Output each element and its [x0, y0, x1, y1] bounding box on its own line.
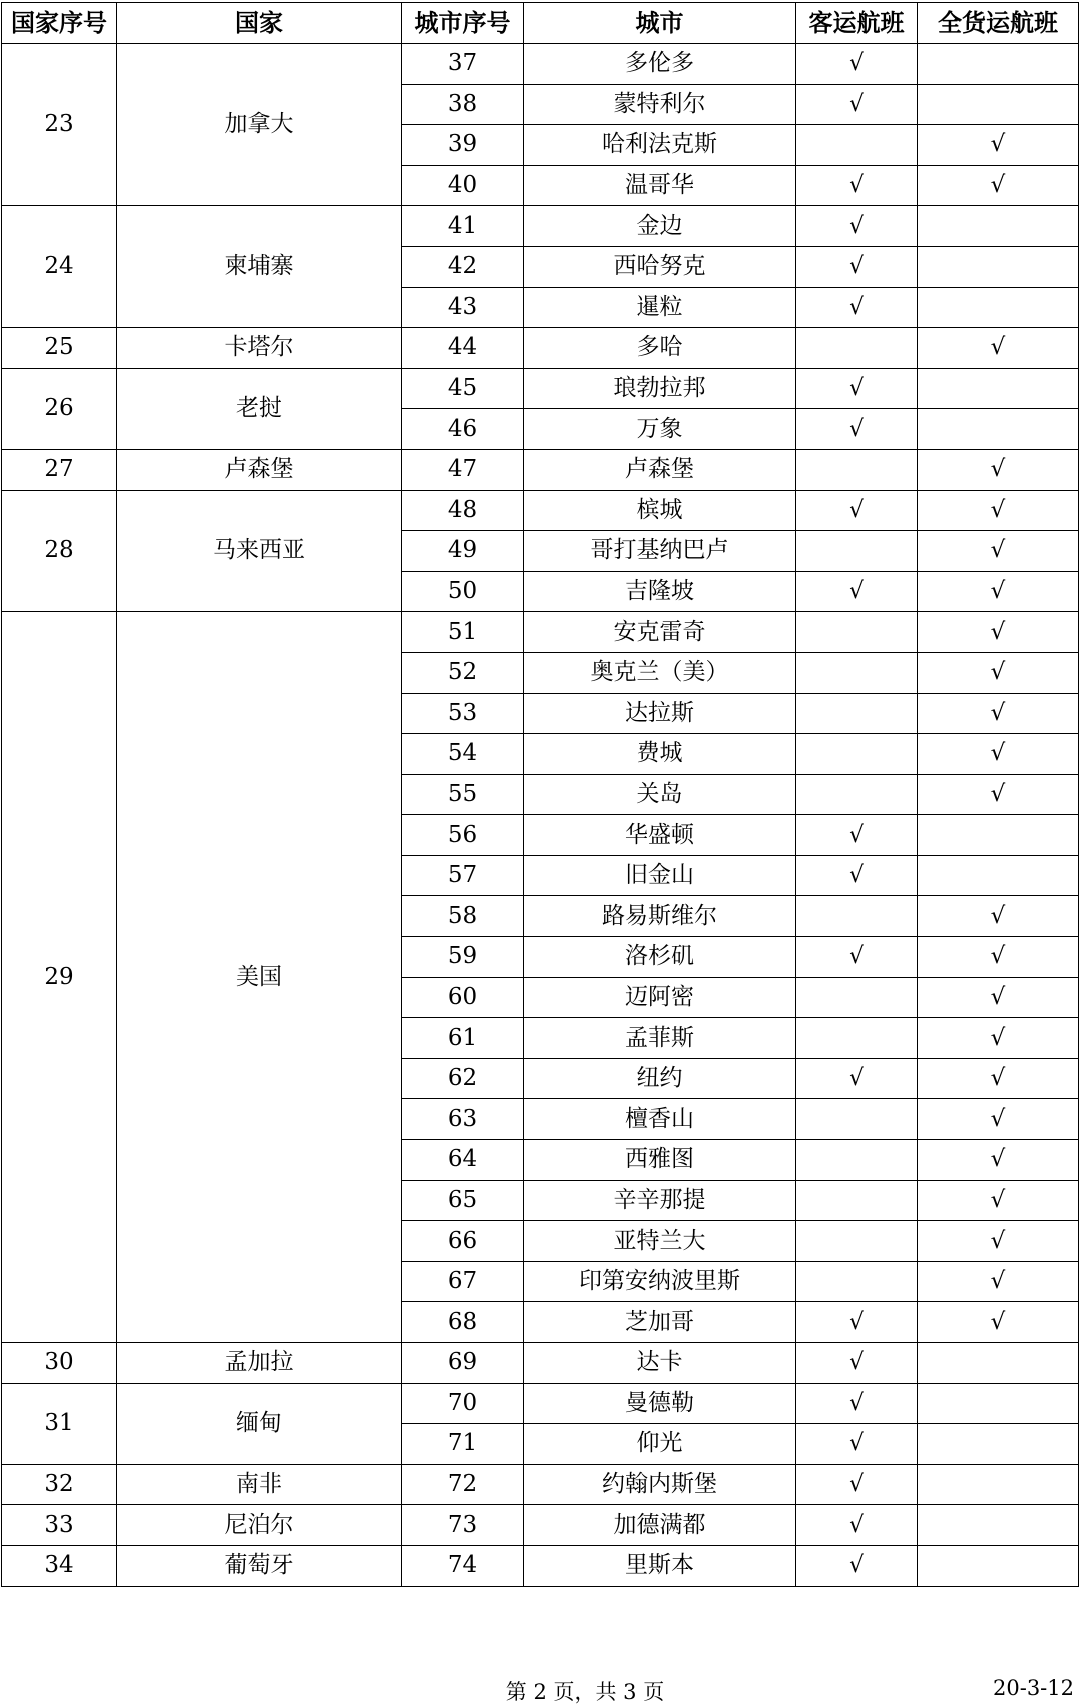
- city-cell: 西雅图: [524, 1140, 796, 1181]
- check-mark-icon: √: [990, 1065, 1006, 1092]
- city-cell: 约翰内斯堡: [524, 1464, 796, 1505]
- check-mark-icon: √: [849, 1065, 864, 1092]
- city-cell: 哥打基纳巴卢: [524, 531, 796, 572]
- passenger-flight-cell: [796, 774, 918, 815]
- city-cell: 多伦多: [524, 44, 796, 85]
- header-passenger: 客运航班: [796, 3, 918, 44]
- check-mark-icon: √: [990, 578, 1006, 605]
- city-cell: 洛杉矶: [524, 937, 796, 978]
- passenger-flight-cell: [796, 1099, 918, 1140]
- city-num-cell: 56: [402, 815, 524, 856]
- cargo-flight-cell: [918, 490, 1079, 531]
- check-mark-icon: √: [990, 1308, 1006, 1335]
- passenger-flight-cell: [796, 1464, 918, 1505]
- city-num-cell: 61: [402, 1018, 524, 1059]
- passenger-flight-cell: [796, 490, 918, 531]
- passenger-flight-cell: [796, 1302, 918, 1343]
- city-num-cell: 68: [402, 1302, 524, 1343]
- check-mark-icon: √: [990, 172, 1006, 199]
- table-row: [2, 612, 1079, 653]
- city-cell: 金边: [524, 206, 796, 247]
- country-num-cell: 31: [2, 1383, 117, 1464]
- city-num-cell: 39: [402, 125, 524, 166]
- city-num-cell: 51: [402, 612, 524, 653]
- city-num-cell: 63: [402, 1099, 524, 1140]
- check-mark-icon: √: [990, 740, 1006, 767]
- city-cell: 加德满都: [524, 1505, 796, 1546]
- cargo-flight-cell: [918, 896, 1079, 937]
- passenger-flight-cell: [796, 287, 918, 328]
- city-cell: 檀香山: [524, 1099, 796, 1140]
- table-row: [2, 368, 1079, 409]
- table-row: [2, 1464, 1079, 1505]
- check-mark-icon: √: [990, 699, 1006, 726]
- city-num-cell: 66: [402, 1221, 524, 1262]
- city-cell: 温哥华: [524, 165, 796, 206]
- passenger-flight-cell: [796, 815, 918, 856]
- city-cell: 关岛: [524, 774, 796, 815]
- header-country-num: 国家序号: [2, 3, 117, 44]
- city-cell: 琅勃拉邦: [524, 368, 796, 409]
- city-cell: 纽约: [524, 1058, 796, 1099]
- check-mark-icon: √: [849, 821, 864, 848]
- city-cell: 里斯本: [524, 1545, 796, 1586]
- table-row: [2, 1545, 1079, 1586]
- check-mark-icon: √: [990, 334, 1006, 361]
- city-num-cell: 71: [402, 1424, 524, 1465]
- country-num-cell: 23: [2, 44, 117, 206]
- city-num-cell: 52: [402, 652, 524, 693]
- check-mark-icon: √: [849, 50, 864, 77]
- passenger-flight-cell: [796, 1505, 918, 1546]
- city-cell: 奥克兰（美）: [524, 652, 796, 693]
- cargo-flight-cell: [918, 612, 1079, 653]
- check-mark-icon: √: [849, 1430, 864, 1457]
- cargo-flight-cell: [918, 1140, 1079, 1181]
- city-cell: 吉隆坡: [524, 571, 796, 612]
- passenger-flight-cell: [796, 734, 918, 775]
- city-num-cell: 65: [402, 1180, 524, 1221]
- country-num-cell: 29: [2, 612, 117, 1343]
- cargo-flight-cell: [918, 571, 1079, 612]
- passenger-flight-cell: [796, 1545, 918, 1586]
- country-cell: 尼泊尔: [117, 1505, 402, 1546]
- cargo-flight-cell: [918, 531, 1079, 572]
- city-num-cell: 42: [402, 246, 524, 287]
- check-mark-icon: √: [990, 456, 1006, 483]
- check-mark-icon: √: [990, 1227, 1006, 1254]
- check-mark-icon: √: [849, 1511, 864, 1538]
- passenger-flight-cell: [796, 1058, 918, 1099]
- city-cell: 槟城: [524, 490, 796, 531]
- cargo-flight-cell: [918, 1221, 1079, 1262]
- header-city-num: 城市序号: [402, 3, 524, 44]
- passenger-flight-cell: [796, 206, 918, 247]
- city-cell: 仰光: [524, 1424, 796, 1465]
- city-cell: 迈阿密: [524, 977, 796, 1018]
- country-num-cell: 24: [2, 206, 117, 328]
- city-num-cell: 74: [402, 1545, 524, 1586]
- cargo-flight-cell: [918, 328, 1079, 369]
- check-mark-icon: √: [990, 943, 1006, 970]
- cargo-flight-cell: [918, 1343, 1079, 1384]
- country-cell: 美国: [117, 612, 402, 1343]
- cargo-flight-cell: [918, 1180, 1079, 1221]
- city-num-cell: 46: [402, 409, 524, 450]
- table-row: [2, 328, 1079, 369]
- city-num-cell: 44: [402, 328, 524, 369]
- city-num-cell: 43: [402, 287, 524, 328]
- country-cell: 加拿大: [117, 44, 402, 206]
- table-row: [2, 1505, 1079, 1546]
- city-num-cell: 49: [402, 531, 524, 572]
- passenger-flight-cell: [796, 937, 918, 978]
- country-cell: 柬埔寨: [117, 206, 402, 328]
- cargo-flight-cell: [918, 734, 1079, 775]
- check-mark-icon: √: [849, 862, 864, 889]
- city-num-cell: 60: [402, 977, 524, 1018]
- passenger-flight-cell: [796, 1140, 918, 1181]
- check-mark-icon: √: [849, 90, 864, 117]
- cargo-flight-cell: [918, 1464, 1079, 1505]
- city-cell: 多哈: [524, 328, 796, 369]
- country-cell: 南非: [117, 1464, 402, 1505]
- city-cell: 印第安纳波里斯: [524, 1261, 796, 1302]
- city-cell: 辛辛那提: [524, 1180, 796, 1221]
- cargo-flight-cell: [918, 84, 1079, 125]
- cargo-flight-cell: [918, 287, 1079, 328]
- passenger-flight-cell: [796, 652, 918, 693]
- cargo-flight-cell: [918, 1383, 1079, 1424]
- check-mark-icon: √: [849, 943, 864, 970]
- city-num-cell: 55: [402, 774, 524, 815]
- city-num-cell: 41: [402, 206, 524, 247]
- passenger-flight-cell: [796, 855, 918, 896]
- check-mark-icon: √: [849, 1308, 864, 1335]
- header-country: 国家: [117, 3, 402, 44]
- table-row: [2, 1343, 1079, 1384]
- city-cell: 西哈努克: [524, 246, 796, 287]
- city-num-cell: 45: [402, 368, 524, 409]
- cargo-flight-cell: [918, 855, 1079, 896]
- city-cell: 旧金山: [524, 855, 796, 896]
- cargo-flight-cell: [918, 774, 1079, 815]
- country-num-cell: 27: [2, 449, 117, 490]
- city-num-cell: 64: [402, 1140, 524, 1181]
- city-cell: 孟菲斯: [524, 1018, 796, 1059]
- passenger-flight-cell: [796, 165, 918, 206]
- city-num-cell: 37: [402, 44, 524, 85]
- city-num-cell: 59: [402, 937, 524, 978]
- cargo-flight-cell: [918, 1261, 1079, 1302]
- city-num-cell: 57: [402, 855, 524, 896]
- cargo-flight-cell: [918, 1302, 1079, 1343]
- city-cell: 达拉斯: [524, 693, 796, 734]
- cargo-flight-cell: [918, 693, 1079, 734]
- check-mark-icon: √: [990, 131, 1006, 158]
- cargo-flight-cell: [918, 449, 1079, 490]
- country-cell: 马来西亚: [117, 490, 402, 612]
- city-cell: 费城: [524, 734, 796, 775]
- cargo-flight-cell: [918, 652, 1079, 693]
- city-cell: 万象: [524, 409, 796, 450]
- city-num-cell: 50: [402, 571, 524, 612]
- check-mark-icon: √: [990, 1146, 1006, 1173]
- check-mark-icon: √: [849, 415, 864, 442]
- country-num-cell: 30: [2, 1343, 117, 1384]
- check-mark-icon: √: [990, 537, 1006, 564]
- country-cell: 卢森堡: [117, 449, 402, 490]
- country-num-cell: 25: [2, 328, 117, 369]
- city-num-cell: 40: [402, 165, 524, 206]
- country-num-cell: 28: [2, 490, 117, 612]
- table-row: [2, 206, 1079, 247]
- passenger-flight-cell: [796, 896, 918, 937]
- table-row: [2, 44, 1079, 85]
- check-mark-icon: √: [849, 293, 864, 320]
- passenger-flight-cell: [796, 125, 918, 166]
- city-cell: 华盛顿: [524, 815, 796, 856]
- cargo-flight-cell: [918, 1545, 1079, 1586]
- page-number: 第 2 页，共 3 页: [505, 1680, 665, 1704]
- city-num-cell: 72: [402, 1464, 524, 1505]
- cargo-flight-cell: [918, 977, 1079, 1018]
- check-mark-icon: √: [990, 1024, 1006, 1051]
- cargo-flight-cell: [918, 1424, 1079, 1465]
- check-mark-icon: √: [990, 1186, 1006, 1213]
- table-row: [2, 1383, 1079, 1424]
- city-cell: 曼德勒: [524, 1383, 796, 1424]
- passenger-flight-cell: [796, 449, 918, 490]
- city-cell: 哈利法克斯: [524, 125, 796, 166]
- cargo-flight-cell: [918, 937, 1079, 978]
- print-date: 20-3-12: [993, 1676, 1074, 1700]
- city-num-cell: 48: [402, 490, 524, 531]
- check-mark-icon: √: [849, 1552, 864, 1579]
- city-cell: 达卡: [524, 1343, 796, 1384]
- check-mark-icon: √: [849, 1389, 864, 1416]
- cargo-flight-cell: [918, 368, 1079, 409]
- city-num-cell: 58: [402, 896, 524, 937]
- check-mark-icon: √: [990, 618, 1006, 645]
- country-cell: 葡萄牙: [117, 1545, 402, 1586]
- cargo-flight-cell: [918, 206, 1079, 247]
- city-num-cell: 38: [402, 84, 524, 125]
- check-mark-icon: √: [849, 253, 864, 280]
- check-mark-icon: √: [849, 375, 864, 402]
- check-mark-icon: √: [990, 780, 1006, 807]
- passenger-flight-cell: [796, 1343, 918, 1384]
- passenger-flight-cell: [796, 693, 918, 734]
- passenger-flight-cell: [796, 246, 918, 287]
- city-num-cell: 54: [402, 734, 524, 775]
- country-cell: 卡塔尔: [117, 328, 402, 369]
- cargo-flight-cell: [918, 1018, 1079, 1059]
- passenger-flight-cell: [796, 1383, 918, 1424]
- city-num-cell: 47: [402, 449, 524, 490]
- city-cell: 亚特兰大: [524, 1221, 796, 1262]
- check-mark-icon: √: [849, 496, 864, 523]
- check-mark-icon: √: [849, 1471, 864, 1498]
- table-body: [2, 44, 1079, 1587]
- flight-table: [1, 2, 1079, 1587]
- header-cargo: 全货运航班: [918, 3, 1079, 44]
- city-cell: 蒙特利尔: [524, 84, 796, 125]
- passenger-flight-cell: [796, 612, 918, 653]
- passenger-flight-cell: [796, 1018, 918, 1059]
- check-mark-icon: √: [990, 902, 1006, 929]
- city-cell: 路易斯维尔: [524, 896, 796, 937]
- header-row: [2, 3, 1079, 44]
- passenger-flight-cell: [796, 328, 918, 369]
- check-mark-icon: √: [990, 659, 1006, 686]
- cargo-flight-cell: [918, 1505, 1079, 1546]
- city-num-cell: 67: [402, 1261, 524, 1302]
- city-num-cell: 70: [402, 1383, 524, 1424]
- country-cell: 缅甸: [117, 1383, 402, 1464]
- passenger-flight-cell: [796, 368, 918, 409]
- city-cell: 芝加哥: [524, 1302, 796, 1343]
- city-num-cell: 73: [402, 1505, 524, 1546]
- city-num-cell: 53: [402, 693, 524, 734]
- table-row: [2, 490, 1079, 531]
- check-mark-icon: √: [990, 983, 1006, 1010]
- country-cell: 老挝: [117, 368, 402, 449]
- passenger-flight-cell: [796, 531, 918, 572]
- cargo-flight-cell: [918, 1099, 1079, 1140]
- passenger-flight-cell: [796, 409, 918, 450]
- check-mark-icon: √: [990, 496, 1006, 523]
- check-mark-icon: √: [849, 578, 864, 605]
- check-mark-icon: √: [990, 1105, 1006, 1132]
- passenger-flight-cell: [796, 1180, 918, 1221]
- table-row: [2, 449, 1079, 490]
- cargo-flight-cell: [918, 125, 1079, 166]
- cargo-flight-cell: [918, 409, 1079, 450]
- check-mark-icon: √: [990, 1268, 1006, 1295]
- cargo-flight-cell: [918, 44, 1079, 85]
- city-num-cell: 69: [402, 1343, 524, 1384]
- header-city: 城市: [524, 3, 796, 44]
- country-num-cell: 26: [2, 368, 117, 449]
- country-num-cell: 33: [2, 1505, 117, 1546]
- country-num-cell: 34: [2, 1545, 117, 1586]
- cargo-flight-cell: [918, 815, 1079, 856]
- country-num-cell: 32: [2, 1464, 117, 1505]
- cargo-flight-cell: [918, 1058, 1079, 1099]
- check-mark-icon: √: [849, 172, 864, 199]
- city-cell: 安克雷奇: [524, 612, 796, 653]
- city-cell: 卢森堡: [524, 449, 796, 490]
- check-mark-icon: √: [849, 1349, 864, 1376]
- passenger-flight-cell: [796, 977, 918, 1018]
- passenger-flight-cell: [796, 1424, 918, 1465]
- country-cell: 孟加拉: [117, 1343, 402, 1384]
- passenger-flight-cell: [796, 571, 918, 612]
- passenger-flight-cell: [796, 84, 918, 125]
- city-num-cell: 62: [402, 1058, 524, 1099]
- check-mark-icon: √: [849, 212, 864, 239]
- passenger-flight-cell: [796, 1221, 918, 1262]
- passenger-flight-cell: [796, 1261, 918, 1302]
- passenger-flight-cell: [796, 44, 918, 85]
- city-cell: 暹粒: [524, 287, 796, 328]
- cargo-flight-cell: [918, 165, 1079, 206]
- cargo-flight-cell: [918, 246, 1079, 287]
